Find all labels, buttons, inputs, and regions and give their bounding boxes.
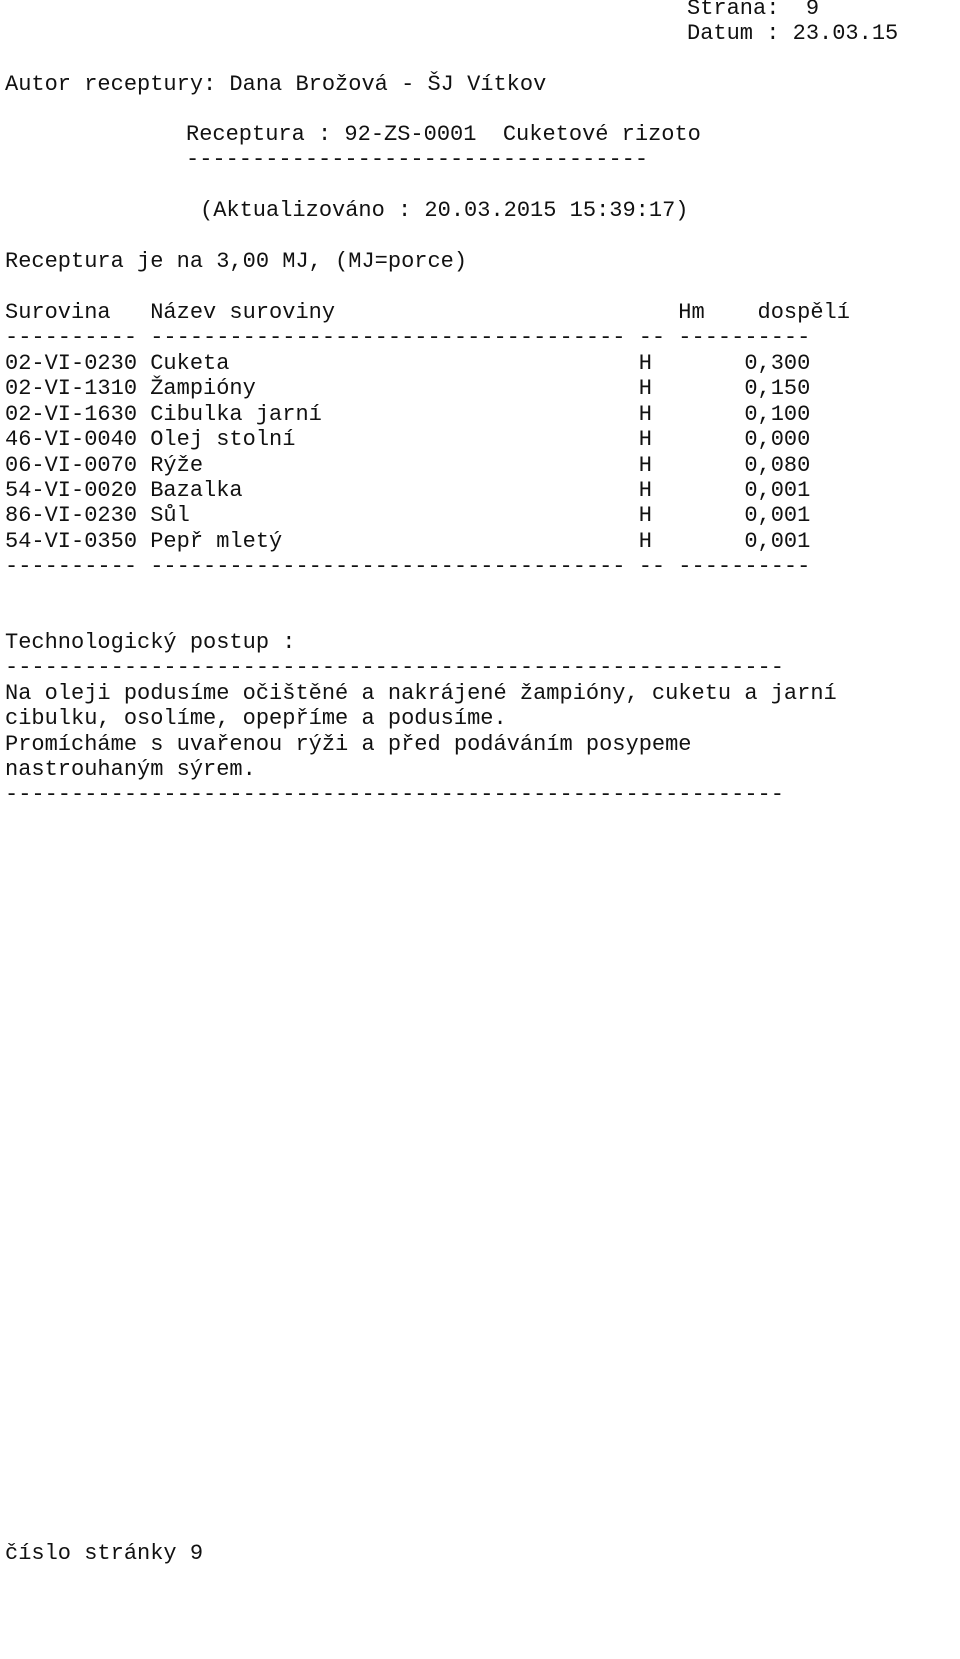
procedure-heading: Technologický postup : <box>5 630 296 655</box>
recipe-author: Autor receptury: Dana Brožová - ŠJ Vítkov <box>5 72 547 97</box>
procedure-line: Na oleji podusíme očištěné a nakrájené žampióny, cuketu a jarní <box>5 681 837 706</box>
procedure-rule-bottom: ----------------------------------------------------------- <box>5 782 784 807</box>
table-row: 86-VI-0230 Sůl H 0,001 <box>5 503 811 528</box>
table-row: 06-VI-0070 Rýže H 0,080 <box>5 453 811 478</box>
table-separator-top: ---------- ------------------------------------ -- ---------- <box>5 325 811 350</box>
table-separator-bottom: ---------- ------------------------------------ -- ---------- <box>5 554 811 579</box>
table-row: 02-VI-0230 Cuketa H 0,300 <box>5 351 811 376</box>
table-row: 54-VI-0020 Bazalka H 0,001 <box>5 478 811 503</box>
procedure-line: Promícháme s uvařenou rýži a před podáváním posypeme <box>5 732 692 757</box>
table-header: Surovina Název suroviny Hm dospělí <box>5 300 850 325</box>
table-row: 54-VI-0350 Pepř mletý H 0,001 <box>5 529 811 554</box>
procedure-rule-top: ----------------------------------------------------------- <box>5 655 784 680</box>
print-date: Datum : 23.03.15 <box>687 21 899 46</box>
table-row: 02-VI-1630 Cibulka jarní H 0,100 <box>5 402 811 427</box>
procedure-line: cibulku, osolíme, opepříme a podusíme. <box>5 706 507 731</box>
recipe-title: Receptura : 92-ZS-0001 Cuketové rizoto <box>186 122 701 147</box>
procedure-line: nastrouhaným sýrem. <box>5 757 256 782</box>
updated-timestamp: (Aktualizováno : 20.03.2015 15:39:17) <box>200 198 689 223</box>
page-number: Strana: 9 <box>687 0 820 21</box>
table-row: 46-VI-0040 Olej stolní H 0,000 <box>5 427 811 452</box>
footer-page-number: číslo stránky 9 <box>5 1541 204 1566</box>
table-row: 02-VI-1310 Žampióny H 0,150 <box>5 376 811 401</box>
recipe-title-underline: ----------------------------------- <box>186 147 649 172</box>
portions-info: Receptura je na 3,00 MJ, (MJ=porce) <box>5 249 468 274</box>
